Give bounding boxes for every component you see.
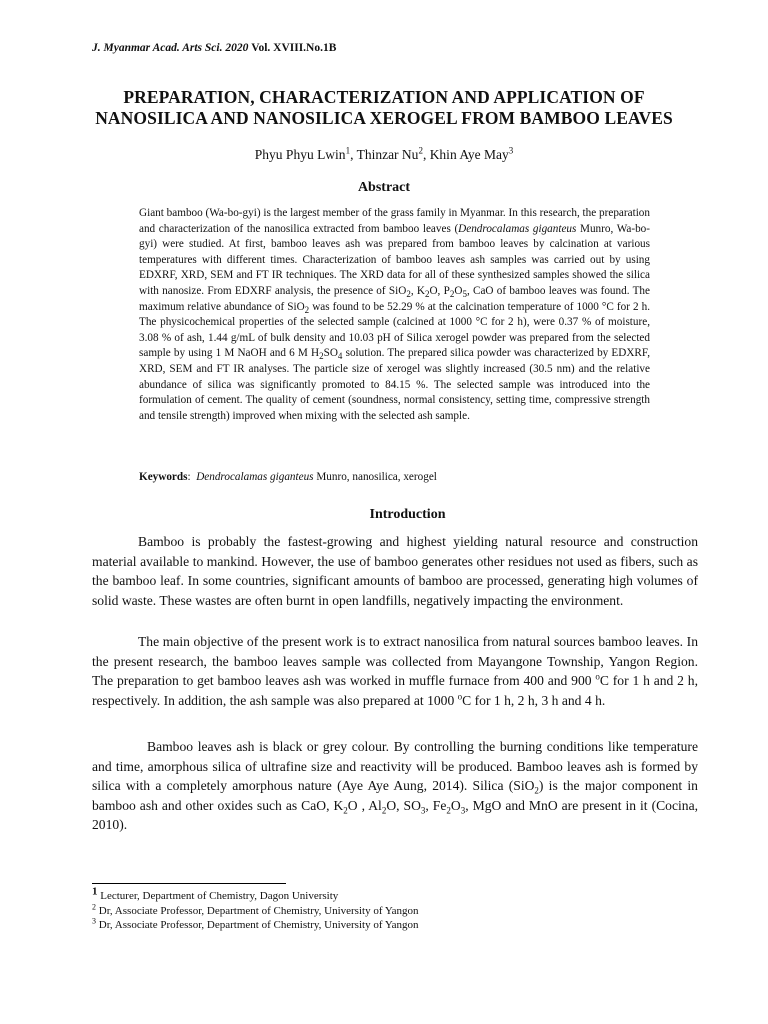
author-mark: 1 [345,145,351,156]
abstract-text: Giant bamboo (Wa-bo-gyi) is the largest member of the grass family in Myanmar. In this research, the preparation and characterization of the nanosilica extracted from bamboo leaves (Dendrocalamas giganteus Munro, Wa-bo-gyi) were studied. At first, bamboo leaves ash was prepared from bamboo leaves by calcination at various temperatures with different times. Characterization of bamboo leaves ash samples was carried out by using EDXRF, XRD, SEM and FT IR techniques. The XRD data for all of these synthesized samples showed the silica with nanosize. From EDXRF analysis, the presence of SiO$_2$, $K_2O$, $P_2O_5$, CaO of bamboo leaves was found. The maximum relative abundance of SiO$_2$ was found to be 52.29 % at the calcination temperature of 1000 °C for 2 h. The physicochemical properties of the selected sample (calcined at 1000 °C for 2 h), were 0.37 % of moisture, 3.08 % of ash, 1.44 g/mL of bulk density and 10.03 pH of Silica xerogel powder was prepared from the selected sample by using 1 M NaOH and 6 M $H_2SO_4$ solution. The prepared silica powder was characterized by EDXRF, XRD, SEM and FT IR analyses. The particle size of xerogel was slightly increased (30.5 nm) and the relative abundance of silica was significantly promoted to 84.15 %. The selected sample was introduced into the formulation of cement. The quality of cement (soundness, normal consistency, setting time, compressive strength and tensile strength) improved when mixing with the selected ash sample. [139,207,651,422]
footnote: $^3$ Dr, Associate Professor, Department of Chemistry, University of Yangon [92,916,419,932]
keywords-label: Keywords [139,471,188,483]
footnotes [92,885,419,933]
volume-number: Vol. XVIII.No.1B [251,42,337,54]
keywords-list: Munro, nanosilica, xerogel [313,471,437,483]
keywords-line: Keywords: Dendrocalamas giganteus Munro, nanosilica, xerogel [139,471,437,483]
journal-citation: J. Myanmar Acad. Arts Sci. 2020 [92,42,249,54]
abstract-heading: Abstract [357,180,411,195]
running-head [92,42,336,54]
author-mark: 3 [508,145,514,156]
author-list: Phyu Phyu Lwin$^1$, Thinzar Nu$^2$, Khin Aye May$^3$ [254,145,514,162]
footnote: $^1$ Lecturer, Department of Chemistry, Dagon University [92,885,339,902]
keywords-species: Dendrocalamas giganteus [196,471,314,483]
introduction-heading: Introduction [369,507,446,522]
author-name: Khin Aye May [429,147,509,162]
intro-paragraph-2: The main objective of the present work is to extract nanosilica from natural sources bamboo leaves. In the present research, the bamboo leaves sample was collected from Mayangone Township, Yangon Region. The preparation to get bamboo leaves ash was worked in muffle furnace from 400 and 900 $^o$C for 1 h and 2 h, respectively. In addition, the ash sample was also prepared at 1000 $^o$C for 1 h, 2 h, 3 h and 4 h. [92,634,698,708]
species-name: Dendrocalamas giganteus [458,222,577,235]
paper-title: PREPARATION, CHARACTERIZATION AND APPLICATION OF NANOSILICA AND NANOSILICA XEROGEL FROM BAMBOO LEAVES [95,87,673,128]
author-name: Thinzar Nu [356,147,419,162]
intro-paragraph-3: Bamboo leaves ash is black or grey colour. By controlling the burning conditions like temperature and time, amorphous silica of ultrafine size and reactivity will be produced. Bamboo leaves ash is formed by silica with a completely amorphous nature (Aye Aye Aung, 2014). Silica (SiO$_2$) is the major component in bamboo ash and other oxides such as CaO, $K_2O$ , $Al_2O$, $SO_3$, $Fe_2O_3$, MgO and MnO are present in it (Cocina, 2010). [92,739,698,832]
footnote-divider [92,883,286,884]
author-mark: 2 [418,145,423,156]
footnote: $^2$ Dr, Associate Professor, Department of Chemistry, University of Yangon [92,901,419,917]
author-name: Phyu Phyu Lwin [254,147,346,162]
intro-paragraph-1: Bamboo is probably the fastest-growing and highest yielding natural resource and construction material available to mankind. However, the use of bamboo generates other residues not used as fibers, such as the bamboo leaf. In some countries, significant amounts of bamboo are processed, generating high volumes of solid waste. These wastes are often burnt in open landfills, negatively impacting the environment. [92,534,698,608]
